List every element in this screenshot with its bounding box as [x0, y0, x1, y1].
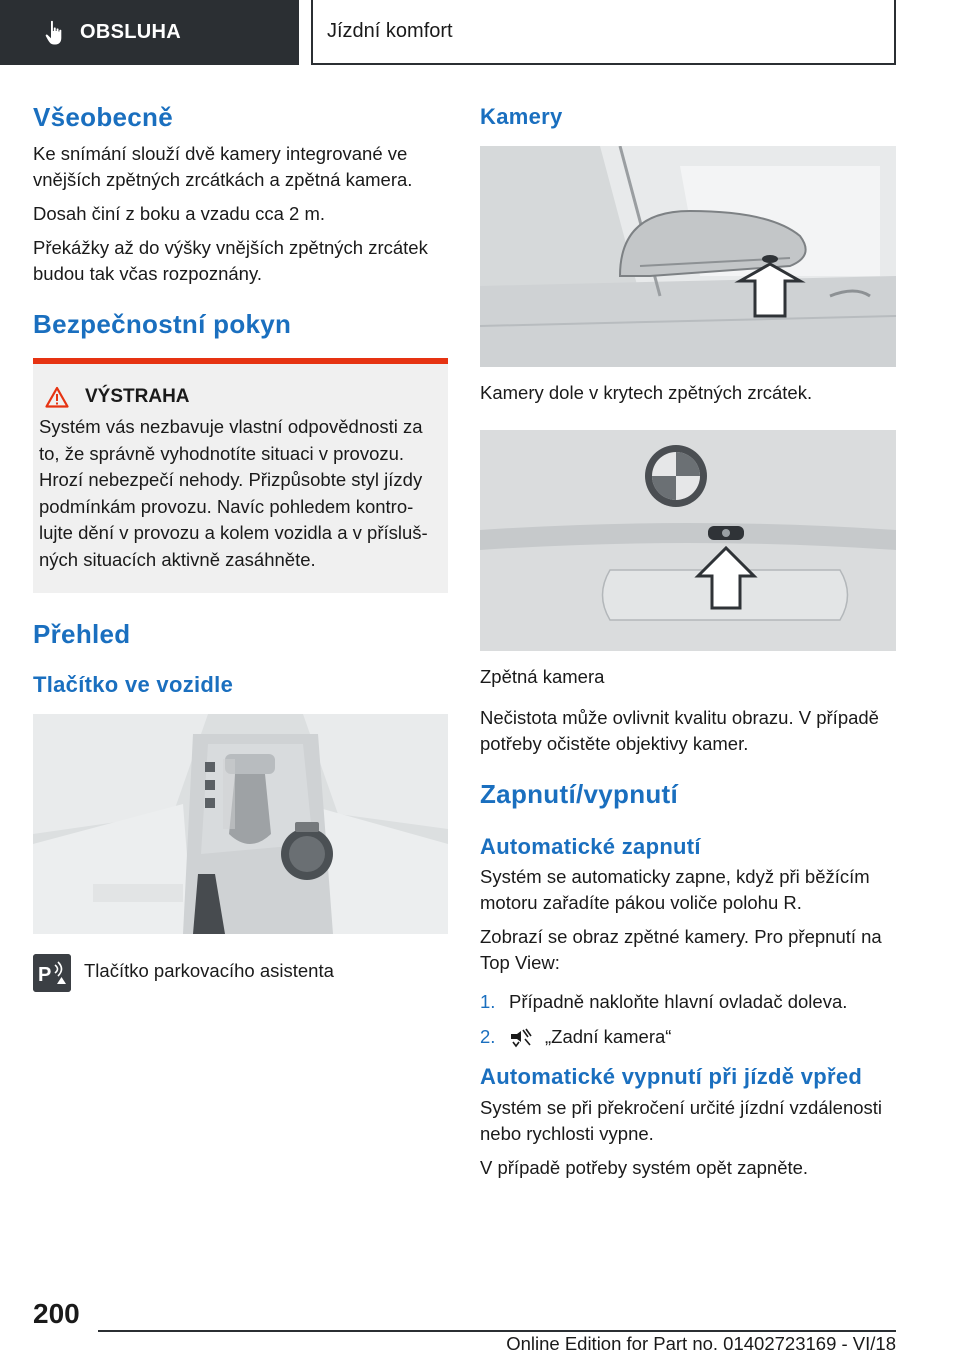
subheading-button-in-vehicle: Tlačítko ve vozidle: [33, 672, 234, 697]
warning-title: VÝSTRAHA: [85, 386, 190, 407]
rear-camera-icon: [509, 1026, 533, 1048]
mirror-camera-caption: Kamery dole v krytech zpětných zrcátek.: [480, 382, 813, 403]
button-caption-row: [33, 954, 448, 992]
general-paragraph-1: Ke snímání slouží dvě kamery integrované ve vnějších zpětných zrcátkách a zpětná kamera.: [33, 143, 413, 190]
rear-camera-image: [480, 430, 896, 651]
general-paragraph-3: Překážky až do výšky vnějších zpětných zrcátek budou tak včas rozpoznány.: [33, 237, 428, 284]
park-assist-icon: [33, 954, 71, 992]
footer-divider: [98, 1330, 896, 1332]
subheading-auto-off: Automatické vypnutí při jízdě vpřed: [480, 1064, 863, 1089]
mirror-camera-image: [480, 146, 896, 367]
subheading-auto-on: Automatické zapnutí: [480, 834, 701, 859]
pointing-hand-icon: [44, 20, 66, 46]
heading-safety: Bezpečnostní pokyn: [33, 309, 292, 339]
auto-on-paragraph-2: Zobrazí se obraz zpětné kamery. Pro přepnutí na Top View:: [480, 926, 882, 973]
step-text: Případně nakloňte hlavní ovladač doleva.: [509, 991, 848, 1012]
warning-header: [39, 386, 440, 408]
right-column: [480, 100, 896, 1181]
section-label: OBSLUHA: [80, 21, 181, 43]
edition-text: Online Edition for Part no. 01402723169 - VI/18: [506, 1333, 896, 1354]
chapter-title: Jízdní komfort: [311, 0, 896, 65]
heading-general: Všeobecně: [33, 102, 173, 132]
general-paragraph-2: Dosah činí z boku a vzadu cca 2 m.: [33, 203, 326, 224]
page-number: 200: [33, 1298, 80, 1329]
heading-overview: Přehled: [33, 619, 131, 649]
rear-camera-caption: Zpětná kamera: [480, 666, 605, 687]
cameras-paragraph: Nečistota může ovlivnit kvalitu obrazu. V případě potřeby očistěte objektivy kamer.: [480, 707, 879, 754]
step-text: „Zadní kamera“: [545, 1026, 672, 1047]
svg-text:P: P: [38, 964, 52, 986]
auto-on-paragraph-1: Systém se automaticky zapne, když při běžícím motoru zařadíte pákou voliče polohu R.: [480, 866, 870, 913]
left-column: [33, 100, 448, 992]
auto-off-paragraph-2: V případě potřeby systém opět zapněte.: [480, 1157, 809, 1178]
auto-off-paragraph-1: Systém se při překročení určité jízdní vzdálenosti nebo rychlosti vypne.: [480, 1097, 883, 1144]
heading-on-off: Zapnutí/vypnutí: [480, 779, 679, 809]
section-tab: [0, 0, 299, 65]
list-item: [480, 1024, 896, 1050]
center-console-image: [33, 714, 448, 934]
warning-box: [33, 358, 448, 593]
list-item: [480, 989, 896, 1015]
warning-triangle-icon: [45, 386, 69, 408]
steps-list: [480, 989, 896, 1050]
heading-cameras: Kamery: [480, 104, 563, 129]
warning-text: Systém vás nezbavuje vlastní odpovědnosti za to, že správně vyhodnotíte situaci v provozu. Hrozí nebezpečí nehody. Přizpůsobte styl jízdy podmínkám provozu. Navíc pohledem kontro- lujte dění v provozu a kolem vozidla a v přísluš- ných situacích aktivně zasáhněte.: [39, 416, 428, 570]
step-number: 2.: [480, 1026, 496, 1047]
button-caption: Tlačítko parkovacího asistenta: [84, 960, 334, 981]
step-number: 1.: [480, 991, 496, 1012]
